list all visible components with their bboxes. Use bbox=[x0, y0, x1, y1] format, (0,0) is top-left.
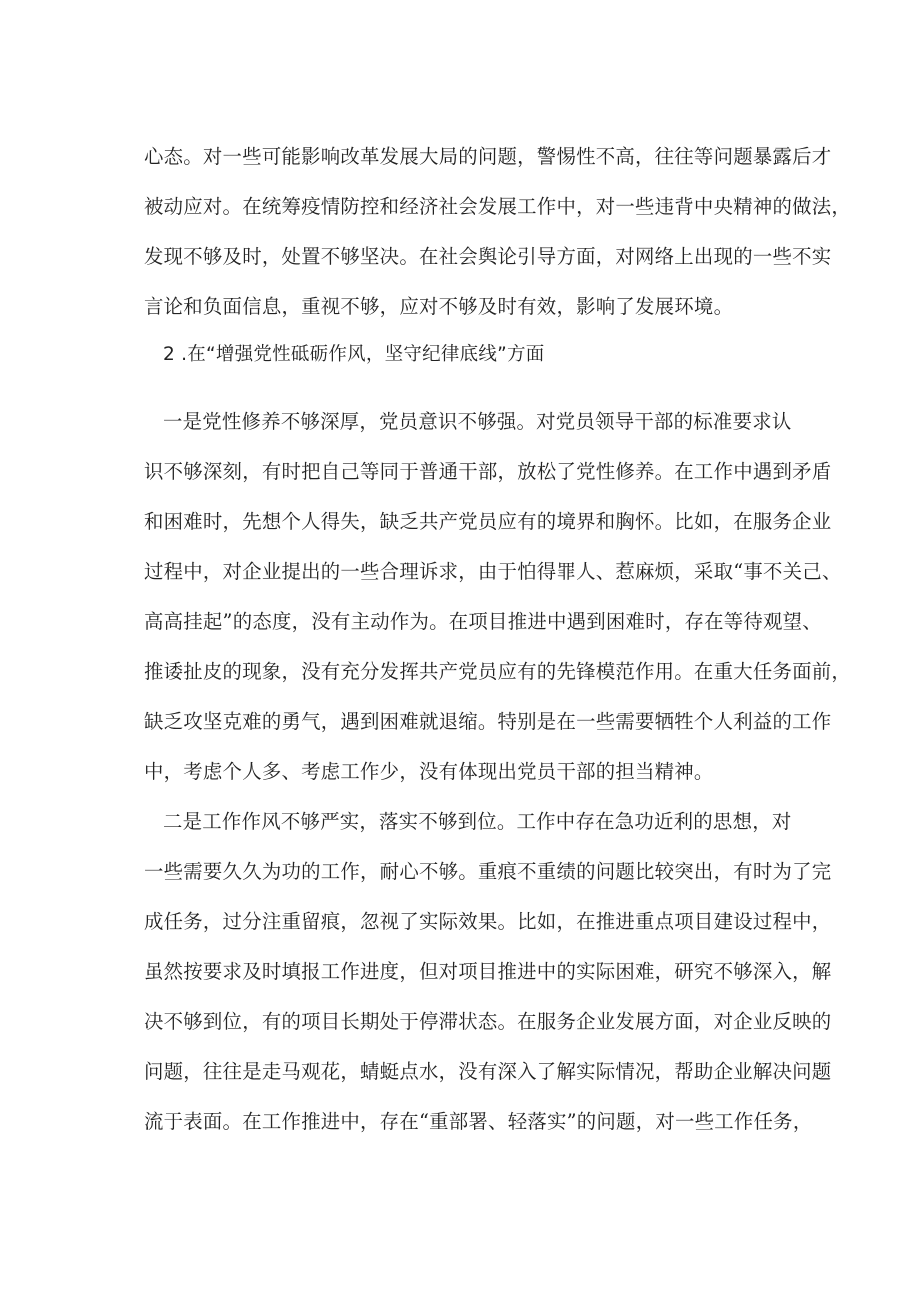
paragraph-1-line-2: 被动应对。在统筹疫情防控和经济社会发展工作中，对一些违背中央精神的做法， bbox=[144, 195, 852, 218]
paragraph-3-line-4: 虽然按要求及时填报工作进度，但对项目推进中的实际困难，研究不够深入，解 bbox=[144, 960, 832, 983]
paragraph-3-line-1: 二是工作作风不够严实，落实不够到位。工作中存在急功近利的思想，对 bbox=[163, 810, 792, 833]
paragraph-1-line-4: 言论和负面信息，重视不够，应对不够及时有效，影响了发展环境。 bbox=[144, 295, 734, 318]
paragraph-1-line-3: 发现不够及时，处置不够坚决。在社会舆论引导方面，对网络上出现的一些不实 bbox=[144, 245, 832, 268]
paragraph-2-line-1: 一是党性修养不够深厚，党员意识不够强。对党员领导干部的标准要求认 bbox=[163, 410, 792, 433]
paragraph-3-line-3: 成任务，过分注重留痕，忽视了实际效果。比如，在推进重点项目建设过程中， bbox=[144, 910, 832, 933]
paragraph-2-line-8: 中，考虑个人多、考虑工作少，没有体现出党员干部的担当精神。 bbox=[144, 760, 714, 783]
paragraph-2-line-5: 高高挂起”的态度，没有主动作为。在项目推进中遇到困难时，存在等待观望、 bbox=[144, 610, 822, 633]
paragraph-2-line-3: 和困难时，先想个人得失，缺乏共产党员应有的境界和胸怀。比如，在服务企业 bbox=[144, 510, 832, 533]
paragraph-1-line-1: 心态。对一些可能影响改革发展大局的问题，警惕性不高，往往等问题暴露后才 bbox=[144, 145, 832, 168]
paragraph-2-line-7: 缺乏攻坚克难的勇气，遇到困难就退缩。特别是在一些需要牺牲个人利益的工作 bbox=[144, 710, 832, 733]
paragraph-3-line-5: 决不够到位，有的项目长期处于停滞状态。在服务企业发展方面，对企业反映的 bbox=[144, 1010, 832, 1033]
paragraph-2-line-4: 过程中，对企业提出的一些合理诉求，由于怕得罪人、惹麻烦，采取“事不关己、 bbox=[144, 560, 842, 583]
section-heading: 2 .在“增强党性砥砺作风，坚守纪律底线”方面 bbox=[163, 344, 545, 365]
paragraph-3-line-6: 问题，往往是走马观花，蜻蜓点水，没有深入了解实际情况，帮助企业解决问题 bbox=[144, 1060, 832, 1083]
paragraph-3-line-7: 流于表面。在工作推进中，存在“重部署、轻落实”的问题，对一些工作任务， bbox=[144, 1110, 813, 1133]
paragraph-2-line-2: 识不够深刻，有时把自己等同于普通干部，放松了党性修养。在工作中遇到矛盾 bbox=[144, 460, 832, 483]
paragraph-2-line-6: 推诿扯皮的现象，没有充分发挥共产党员应有的先锋模范作用。在重大任务面前， bbox=[144, 660, 852, 683]
paragraph-3-line-2: 一些需要久久为功的工作，耐心不够。重痕不重绩的问题比较突出，有时为了完 bbox=[144, 860, 832, 883]
